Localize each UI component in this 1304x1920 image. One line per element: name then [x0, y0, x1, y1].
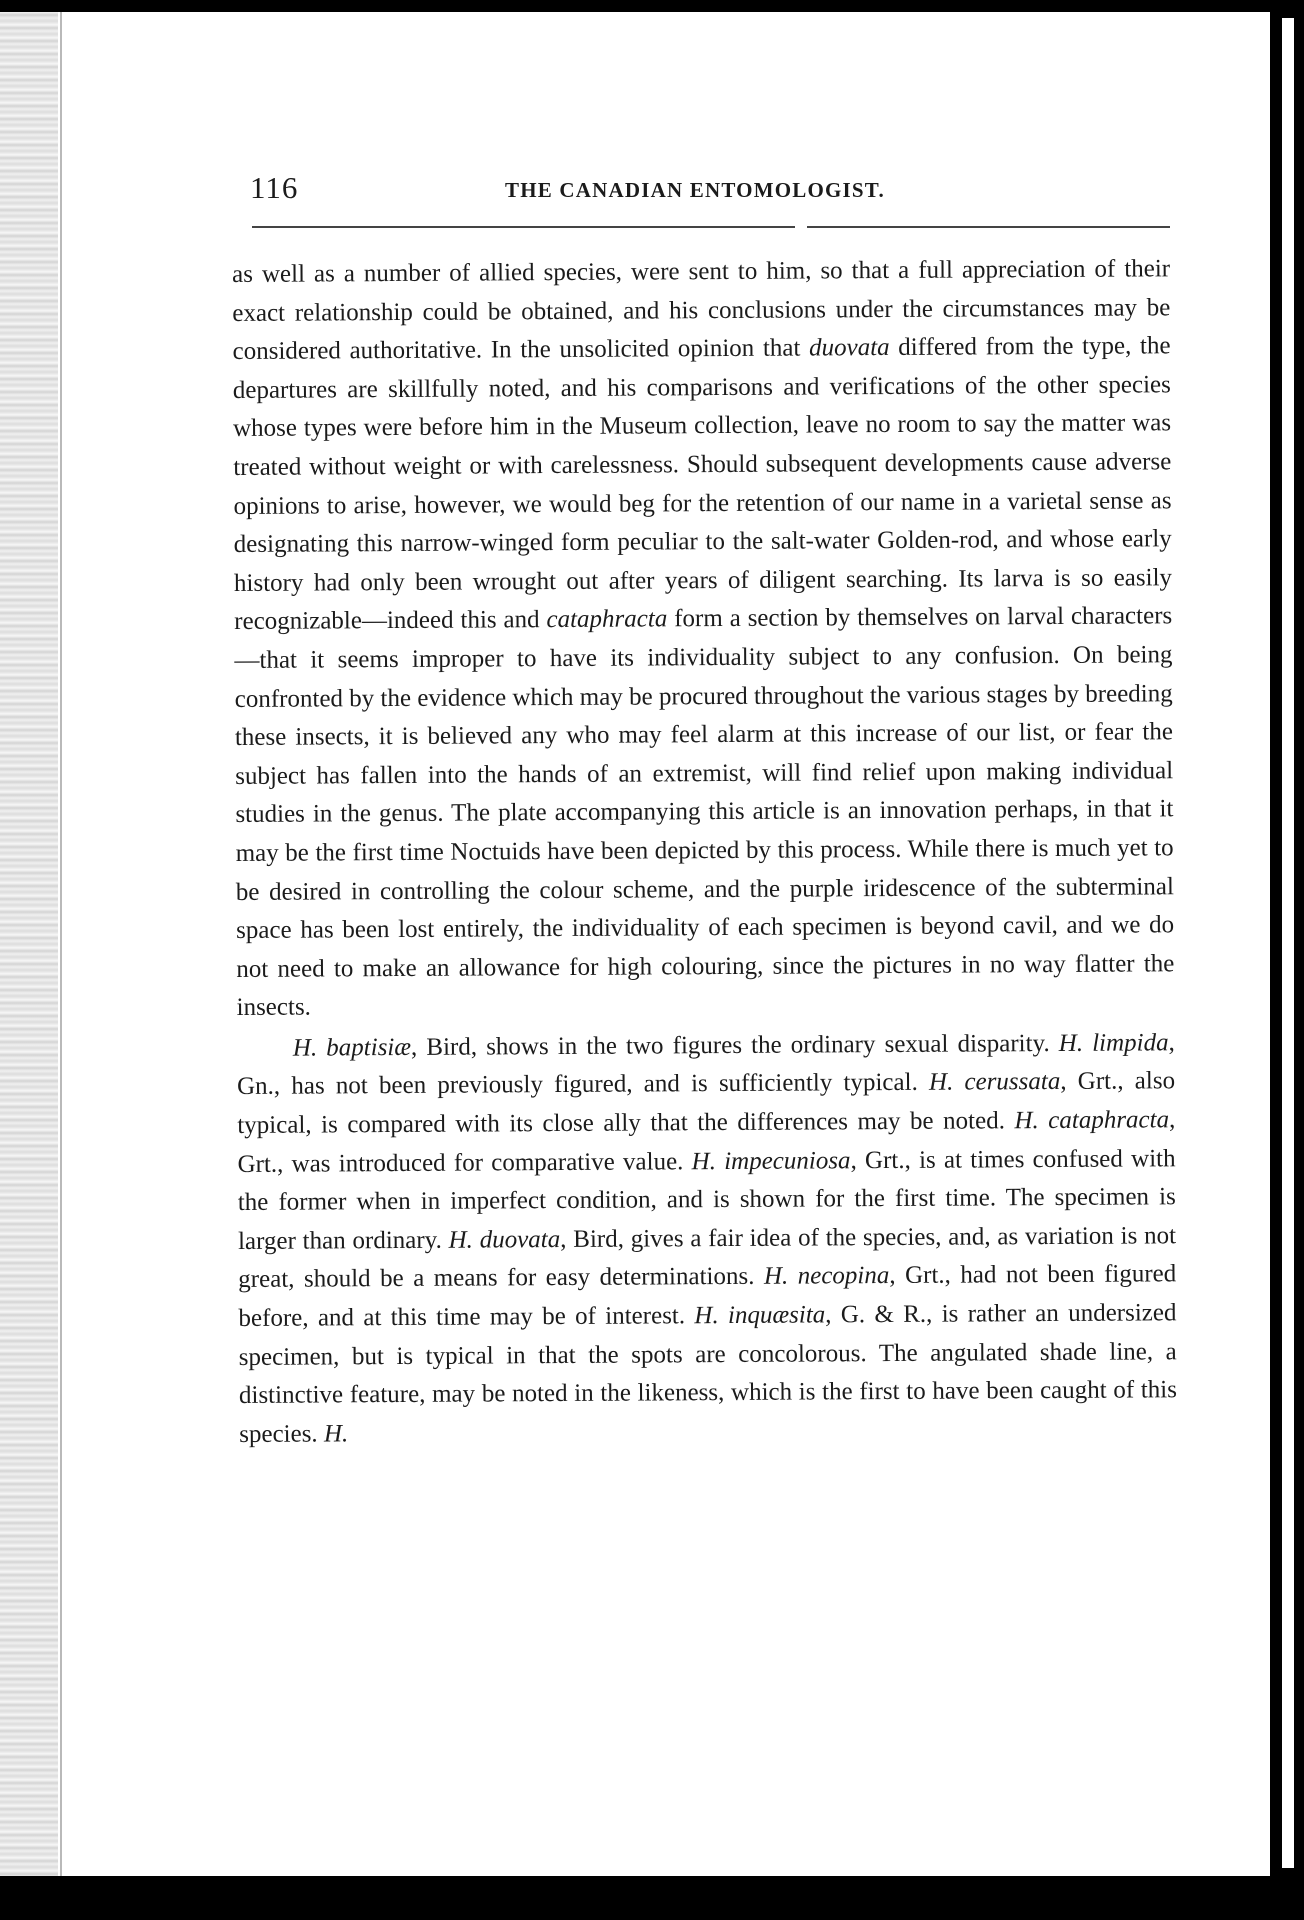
- paragraph-1: [232, 250, 1175, 1028]
- text-run: , Grt., is at times confused with the former when in imperfect condition, and is shown for the first time. The specimen is larger than ordinary.: [237, 1144, 1176, 1255]
- text-run: , Grt., was introduced for comparative value.: [237, 1106, 1176, 1178]
- header-rule-break: [795, 222, 807, 230]
- text-run: , Bird, gives a fair idea of the species, and, as variation is not great, should be a means for easy determinations.: [238, 1222, 1177, 1294]
- text-run: , Grt., had not been figured before, and at this time may be of interest.: [238, 1260, 1177, 1333]
- header-rule: [252, 226, 1170, 228]
- scan-border-bottom: [0, 1876, 1304, 1920]
- taxon-name: H. necopina: [763, 1262, 890, 1291]
- taxon-name: H. cerussata: [928, 1068, 1061, 1097]
- text-run: as well as a number of allied species, were sent to him, so that a full appreciation of their exact relationship could be obtained, and his conclusions under the circumstances may be considered authoritative. In the unsolicited opinion that: [232, 255, 1171, 366]
- article-body: [232, 250, 1177, 1454]
- text-run: , G. & R., is rather an undersized specimen, but is typical in that the spots are concolorous. The angulated shade line, a distinctive feature, may be noted in the likeness, which is the first to have been caught of this species.: [238, 1299, 1178, 1448]
- taxon-name: H.: [323, 1420, 349, 1448]
- page-header: [250, 170, 1170, 214]
- taxon-name: duovata: [808, 334, 890, 362]
- taxon-name: H. limpida: [1058, 1029, 1169, 1057]
- paragraph-2: [237, 1024, 1178, 1454]
- text-run: , Gn., has not been previously figured, and is sufficiently typical.: [236, 1029, 1175, 1101]
- text-run: , Bird, shows in the two figures the ordinary sexual disparity.: [410, 1029, 1059, 1061]
- binding-gutter: [0, 12, 58, 1876]
- taxon-name: H. impecuniosa: [691, 1146, 851, 1175]
- taxon-name: H. inquæsita: [694, 1301, 826, 1330]
- page-number: 116: [250, 170, 299, 205]
- taxon-name: H. cataphracta: [1014, 1106, 1170, 1135]
- text-run: , Grt., also typical, is compared with its close ally that the differences may be noted.: [237, 1067, 1176, 1140]
- taxon-name: H. baptisiæ: [292, 1033, 412, 1062]
- taxon-name: H. duovata: [448, 1225, 561, 1254]
- taxon-name: cataphracta: [546, 605, 668, 634]
- text-run: form a section by themselves on larval characters—that it seems improper to have its individuality subject to any confusion. On being confronted by the evidence which may be procured throughout the various stages by breeding these insects, it is believed any who may feel alarm at this increase of our list, or fear the subject has fallen into the hands of an extremist, will find relief upon making individual studies in the genus. The plate accompanying this article is an innovation perhaps, in that it may be the first time Noctuids have been depicted by this process. While there is much yet to be desired in controlling the colour scheme, and the purple iridescence of the subterminal space has been lost entirely, the individuality of each specimen is beyond cavil, and we do not need to make an allowance for high colouring, since the pictures in no way flatter the insects.: [234, 602, 1175, 1022]
- text-run: differed from the type, the departures are skillfully noted, and his comparisons and verifications of the other species whose types were before him in the Museum collection, leave no room to say the matter was treated without weight or with carelessness. Should subsequent developments cause adverse opinions to arise, however, we would beg for the retention of our name in a varietal sense as designating this narrow-winged form peculiar to the salt-water Golden-rod, and whose early history had only been wrought out after years of diligent searching. Its larva is so easily recognizable—indeed this and: [232, 332, 1173, 636]
- adjacent-page-edge: [1282, 18, 1294, 1868]
- running-title: THE CANADIAN ENTOMOLOGIST.: [505, 178, 885, 202]
- scan-border-top: [0, 0, 1304, 12]
